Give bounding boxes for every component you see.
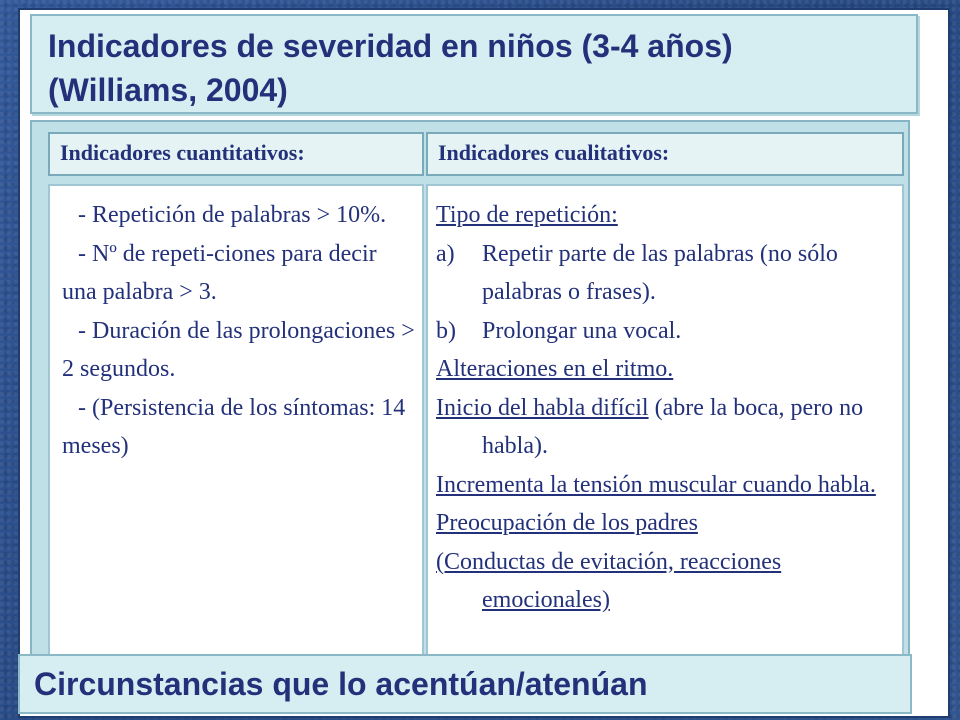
tension-item [436, 466, 896, 505]
quant-item: - Nº de repeti-ciones para decir una palabra > 3. [62, 240, 377, 305]
footer-title: Circunstancias que lo acentúan/atenúan [34, 666, 648, 702]
qualitative-cell [426, 184, 904, 662]
quant-item: - Repetición de palabras > 10%. [78, 202, 387, 228]
rhythm-text: Alteraciones en el ritmo. [436, 356, 674, 382]
list-text: Repetir parte de las palabras (no sólo palabras o frases). [482, 240, 838, 305]
list-item [436, 235, 896, 312]
quant-item: - (Persistencia de los síntomas: 14 meses) [62, 394, 406, 459]
parents-item [436, 504, 896, 543]
speech-start-item [436, 389, 896, 466]
avoidance-text: (Conductas de evitación, reacciones emocionales) [436, 548, 782, 613]
quant-item: - Duración de las prolongaciones > 2 segundos. [62, 317, 415, 382]
title-box [30, 14, 918, 114]
header-quantitative: Indicadores cuantitativos: [48, 132, 424, 176]
list-item [436, 312, 896, 351]
quantitative-cell [48, 184, 424, 662]
parents-text: Preocupación de los padres [436, 510, 698, 536]
slide-title [48, 24, 906, 112]
indicators-table [30, 120, 910, 660]
list-marker: a) [436, 240, 455, 267]
repetition-heading: Tipo de repetición: [436, 202, 618, 228]
speech-start-label: Inicio del habla difícil [436, 394, 649, 421]
list-marker: b) [436, 317, 456, 344]
title-line-2: (Williams, 2004) [48, 72, 288, 108]
rhythm-item [436, 350, 896, 389]
list-text: Prolongar una vocal. [482, 317, 682, 344]
avoidance-item [436, 543, 896, 620]
header-qualitative: Indicadores cualitativos: [426, 132, 904, 176]
tension-text: Incrementa la tensión muscular cuando habla. [436, 471, 876, 498]
title-line-1: Indicadores de severidad en niños (3-4 años) [48, 28, 733, 64]
speech-start-detail: (abre la boca, pero no habla). [482, 394, 864, 459]
footer-box [18, 654, 912, 714]
